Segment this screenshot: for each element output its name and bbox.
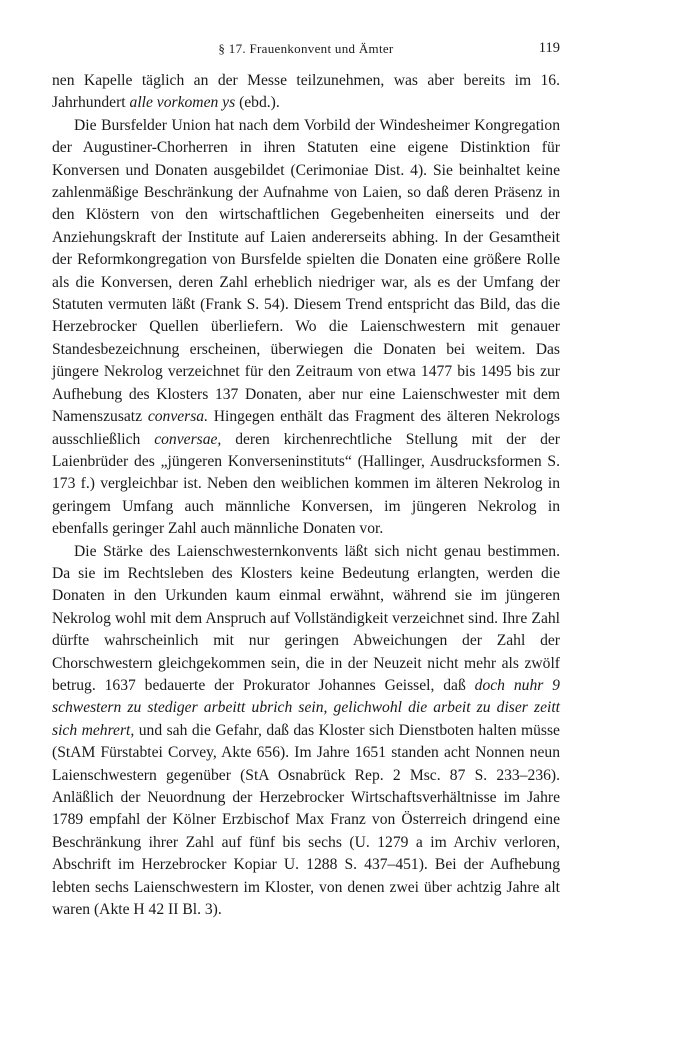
text-run: deren kirchenrechtliche Stellung mit der der Laienbrüder des „jüngeren Konverseninstituts“ (Hallinger, Ausdrucksformen S. 173 f.) vergleichbar ist. Neben den weiblichen kommen im älteren Nekrolog in geringem Umfang auch männliche Konversen, im jüngeren Nekrolog in ebenfalls geringer Zahl auch männliche Donaten vor.	[52, 430, 560, 538]
page-header	[52, 38, 560, 60]
book-page	[52, 38, 560, 921]
text-run: Die Bursfelder Union hat nach dem Vorbild der Windesheimer Kongregation der Augustiner-Chorherren in ihren Statuten eine eigene Distinktion für Konversen und Donaten ausgebildet (Cerimoniae Dist. 4). Sie beinhaltet keine zahlenmäßige Beschränkung der Aufnahme von Laien, so daß deren Präsenz in den Klöstern von den wirtschaftlichen Gegebenheiten einerseits und der Anziehungskraft der Institute auf Laien andererseits abhing. In der Gesamtheit der Reformkongregation von Bursfelde spielten die Donaten eine größere Rolle als die Konversen, deren Zahl erheblich niedriger war, als es der Umfang der Statuten vermuten läßt (Frank S. 54). Diesem Trend entspricht das Bild, das die Herzebrocker Quellen überliefern. Wo die Laienschwestern mit genauer Standesbezeichnung erscheinen, überwiegen die Donaten bei weitem. Das jüngere Nekrolog verzeichnet für den Zeitraum von etwa 1477 bis 1495 bis zur Aufhebung des Klosters 137 Donaten, aber nur eine Laienschwester mit dem Namenszusatz	[52, 116, 560, 426]
italic-quotation: conversae,	[154, 430, 222, 448]
paragraph	[52, 115, 560, 541]
paragraph	[52, 541, 560, 922]
text-run: Hingegen enthält das Fragment des älteren Nekrologs ausschließlich	[52, 408, 560, 448]
italic-quotation: alle vorkomen ys	[129, 94, 236, 112]
text-run: Die Stärke des Laienschwesternkonvents läßt sich nicht genau bestimmen. Da sie im Rechtsleben des Klosters keine Bedeutung erlangten, werden die Donaten in den Urkunden kaum einmal erwähnt, während sie im jüngeren Nekrolog wohl mit dem Anspruch auf Vollständigkeit verzeichnet sind. Ihre Zahl dürfte wahrscheinlich mit nur geringen Abweichungen der Zahl der Chorschwestern gleichgekommen sein, die in der Neuzeit nicht mehr als zwölf betrug. 1637 bedauerte der Prokurator Johannes Geissel, daß	[52, 542, 560, 694]
paragraph	[52, 70, 560, 115]
italic-quotation: doch nuhr 9 schwestern zu stediger arbeitt ubrich sein, gelichwohl die arbeit zu diser zeitt sich mehrert,	[52, 676, 560, 739]
running-head: § 17. Frauenkonvent und Ämter	[218, 41, 394, 56]
italic-quotation: conversa.	[147, 408, 209, 426]
page-number: 119	[538, 40, 560, 56]
text-run: und sah die Gefahr, daß das Kloster sich Dienstboten halten müsse (StAM Fürstabtei Corvey, Akte 656). Im Jahre 1651 standen acht Nonnen neun Laienschwestern gegenüber (StA Osnabrück Rep. 2 Msc. 87 S. 233–236). Anläßlich der Neuordnung der Herzebrocker Wirtschaftsverhältnisse im Jahre 1789 empfahl der Kölner Erzbischof Max Franz von Österreich dringend eine Beschränkung ihrer Zahl auf fünf bis sechs (U. 1279 a im Archiv verloren, Abschrift im Herzebrocker Kopiar U. 1288 S. 437–451). Bei der Aufhebung lebten sechs Laienschwestern im Kloster, von denen zwei über achtzig Jahre alt waren (Akte H 42 II Bl. 3).	[52, 721, 560, 919]
text-run: (ebd.).	[235, 94, 280, 112]
text-run: nen Kapelle täglich an der Messe teilzunehmen, was aber bereits im 16. Jahrhundert	[52, 72, 560, 112]
body-text	[52, 70, 560, 921]
